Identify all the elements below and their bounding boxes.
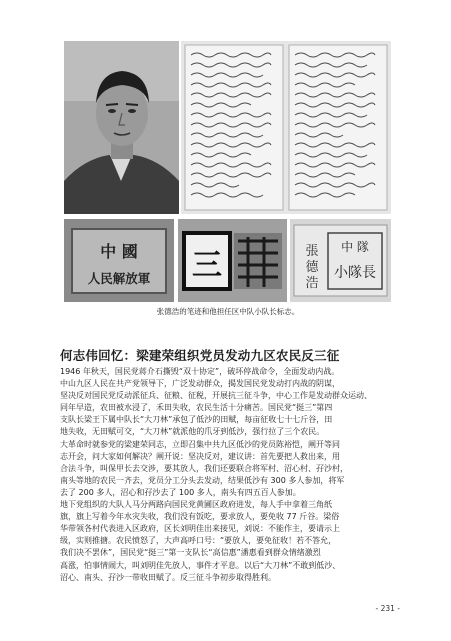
body-line: 旗，旗上写着今年水灾失收，我们没有饭吃，要求放人，要免收 77 斤谷。梁俗: [60, 512, 340, 522]
body-line: 级，实则推搪。农民愤怒了，大声高呼口号：“要放人，要免征收！若不答允，: [60, 536, 337, 546]
article-body: [60, 366, 392, 584]
article-heading: 何志伟回忆：梁建荣组织党员发动九区农民反三征: [60, 348, 340, 363]
manuscript-illustration: [181, 41, 391, 214]
svg-text:德: 德: [305, 260, 319, 275]
body-line: 去了 200 多人，沼心和孖沙去了 100 多人，南头有四五百人参加。: [60, 487, 301, 497]
svg-text:浩: 浩: [305, 276, 319, 291]
svg-text:中 國: 中 國: [100, 242, 138, 261]
body-line: 地下党组织的大队人马分两路向国民党黄圃区政府进发，每人手中拿着三角纸: [60, 500, 332, 510]
svg-text:張: 張: [305, 244, 319, 259]
body-line: 志开会，问大家如何解决？阐开说：坚决反对，建议讲：首先要把人救出来，用: [60, 451, 340, 461]
body-line: 高涨，怕事情闹大，叫刘明佳先放人，事件才平息。以后“大刀林”不敢到低沙、: [60, 560, 341, 570]
insignia-pla-illustration: [64, 219, 174, 302]
body-line: 坚决反对国民党反动派征兵、征粮、征税，开展抗三征斗争，中心工作是发动群众运动、: [60, 391, 372, 401]
handwritten-manuscript: [181, 41, 391, 214]
portrait-illustration: [64, 41, 179, 214]
insignia-three-illustration: [178, 219, 287, 302]
body-line: 同年早造，农田被水浸了，禾田失收，农民生活十分痛苦。国民党“挺三”第四: [60, 403, 333, 413]
body-line: 大革命时就参党的梁建荣同志，立即召集中共九区低沙的党员陈裕恺，阐开等同: [60, 439, 340, 449]
portrait-photo: [64, 41, 179, 214]
body-line: 合法斗争，叫保甲长去交涉，要其放人，我们还要联合将军村、沼心村、孖沙村，: [60, 463, 348, 473]
body-line: 1946 年秋天，国民党蒋介石撕毁“双十协定”，破坏停战命令，全面发动内战。: [60, 367, 340, 376]
photo-caption: 张德浩的笔迹和他担任区中队小队长标志。: [156, 307, 300, 316]
insignia-photo-three: [178, 219, 287, 302]
body-line: 支队长梁王下属中队长“大刀林”承包了低沙的田赋，每亩征收七十七斤谷，田: [60, 415, 333, 425]
insignia-squad-leader-illustration: [290, 219, 391, 302]
svg-text:人民解放軍: 人民解放軍: [87, 271, 151, 286]
body-line: 地失收，无田赋可交，“大刀林”就派他的爪牙到低沙，强行拉了三个农民。: [60, 427, 325, 437]
body-line: 沼心、南头、孖沙一带收田赋了。反三征斗争初步取得胜利。: [60, 572, 276, 582]
page-number: - 231 -: [375, 604, 400, 613]
insignia-photo-pla: [64, 219, 174, 302]
body-line: 南头等地的农民一齐去，党员分工分头去发动，结果低沙有 300 多人参加，将军: [60, 475, 345, 485]
body-line: 中山九区人民在共产党领导下，广泛发动群众，揭发国民党发动打内战的阴谋，: [60, 379, 340, 389]
svg-text:中 隊: 中 隊: [341, 240, 369, 254]
body-line: 华带领各村代表进入区政府，区长刘明佳出来接见，刘说：不能作主，要请示上: [60, 524, 340, 534]
svg-text:三: 三: [192, 248, 222, 283]
svg-text:小隊長: 小隊長: [334, 265, 376, 281]
insignia-photo-squad-leader: [290, 219, 391, 302]
body-line: 我们决不罢休”，国民党“挺三”第一支队长“高信惠”潘惠看到群众情绪激烈: [60, 548, 321, 558]
